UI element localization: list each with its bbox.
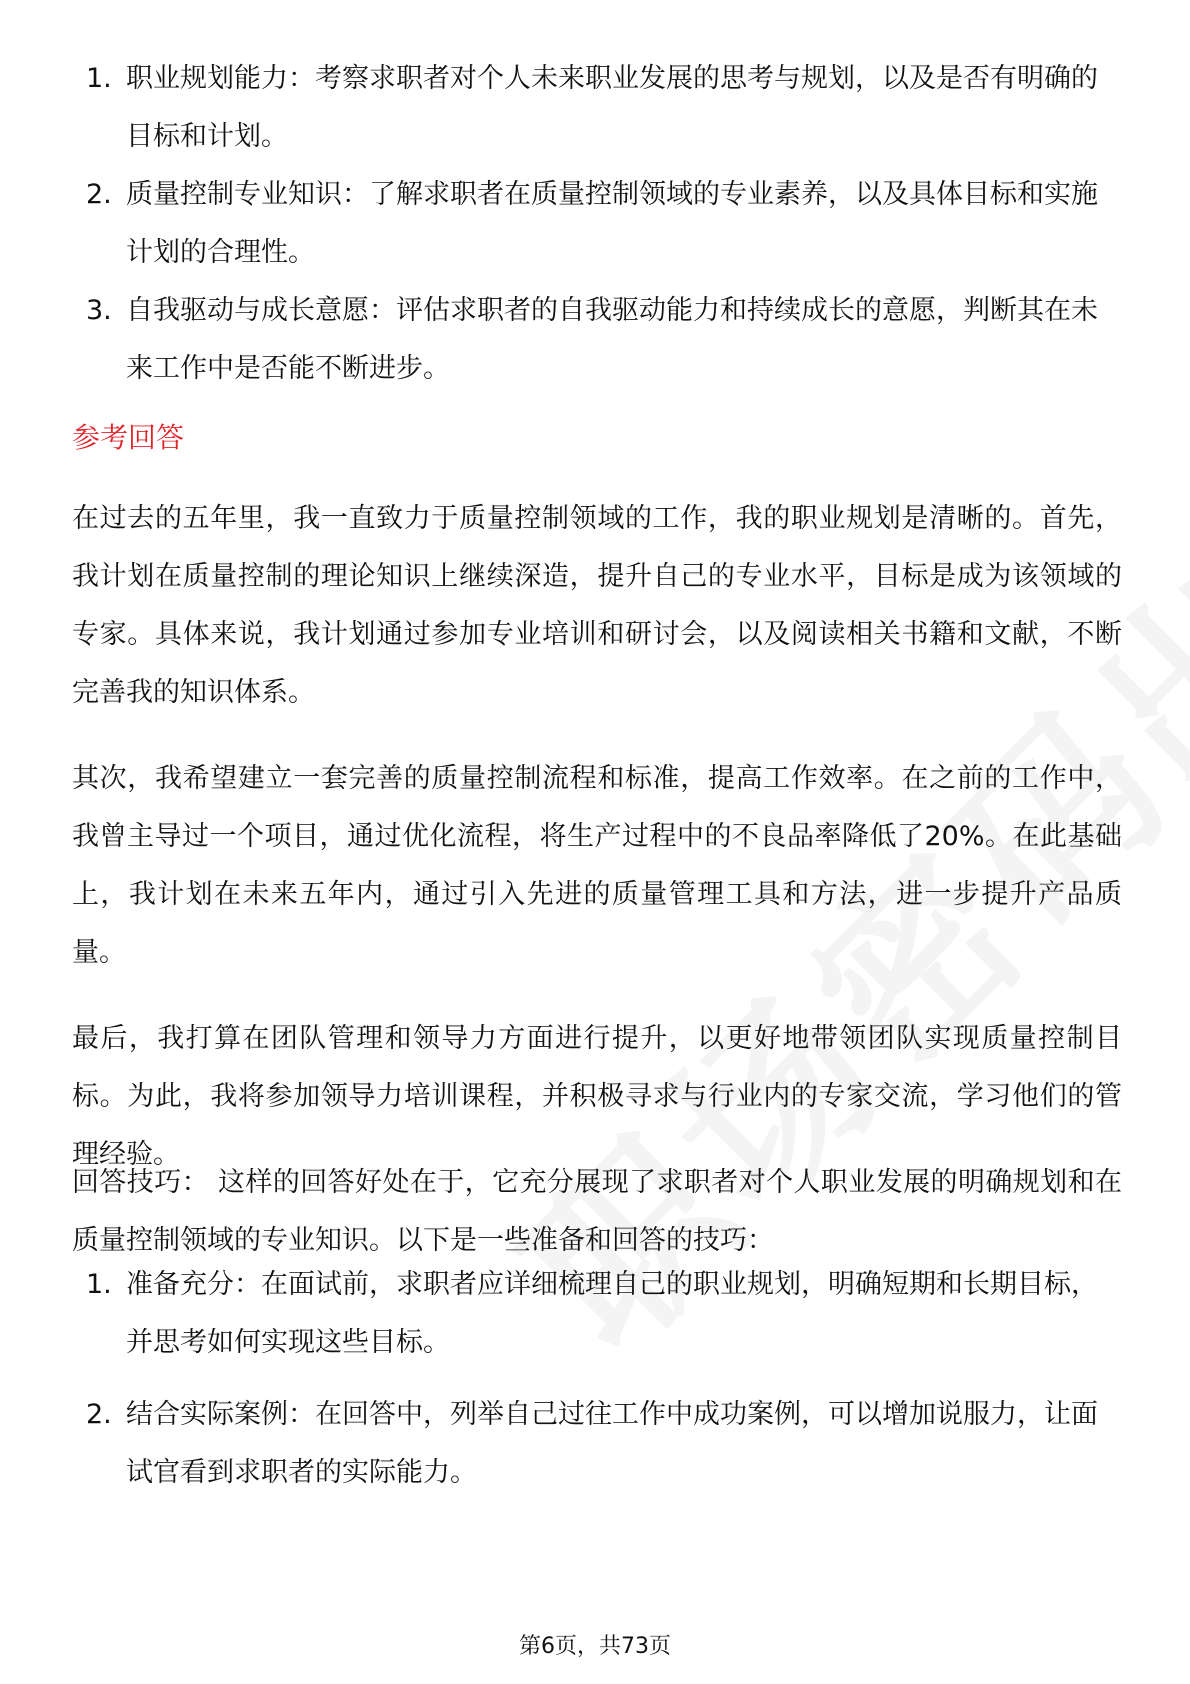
list-number: 2. [86, 1399, 112, 1430]
list-item [72, 1386, 1122, 1502]
answer-paragraph: 在过去的五年里，我一直致力于质量控制领域的工作，我的职业规划是清晰的。首先，我计划在质量控制的理论知识上继续深造，提升自己的专业水平，目标是成为该领域的专家。具体来说，我计划通过参加专业培训和研讨会，以及阅读相关书籍和文献，不断完善我的知识体系。 [72, 503, 1122, 708]
list-number: 3. [86, 295, 112, 326]
list-text: 职业规划能力：考察求职者对个人未来职业发展的思考与规划，以及是否有明确的目标和计划。 [126, 63, 1098, 152]
list-text: 自我驱动与成长意愿：评估求职者的自我驱动能力和持续成长的意愿，判断其在未来工作中是否能不断进步。 [126, 295, 1098, 384]
list-item [72, 50, 1122, 166]
list-number: 1. [86, 63, 112, 94]
list-item [72, 1256, 1122, 1372]
list-item [72, 282, 1122, 398]
list-text: 结合实际案例：在回答中，列举自己过往工作中成功案例，可以增加说服力，让面试官看到求职者的实际能力。 [126, 1399, 1098, 1488]
evaluation-points-list [72, 50, 1122, 398]
answer-paragraph: 最后，我打算在团队管理和领导力方面进行提升，以更好地带领团队实现质量控制目标。为此，我将参加领导力培训课程，并积极寻求与行业内的专家交流，学习他们的管理经验。 [72, 1023, 1122, 1170]
tips-list [72, 1256, 1122, 1516]
list-number: 2. [86, 179, 112, 210]
tips-intro-paragraph: 回答技巧： 这样的回答好处在于，它充分展现了求职者对个人职业发展的明确规划和在质量控制领域的专业知识。以下是一些准备和回答的技巧： [72, 1167, 1122, 1256]
list-item [72, 166, 1122, 282]
list-text: 准备充分：在面试前，求职者应详细梳理自己的职业规划，明确短期和长期目标，并思考如何实现这些目标。 [126, 1269, 1098, 1358]
page-number-footer: 第6页，共73页 [519, 1634, 671, 1659]
answer-paragraph: 其次，我希望建立一套完善的质量控制流程和标准，提高工作效率。在之前的工作中，我曾主导过一个项目，通过优化流程，将生产过程中的不良品率降低了20%。在此基础上，我计划在未来五年内，通过引入先进的质量管理工具和方法，进一步提升产品质量。 [72, 763, 1122, 968]
section-heading: 参考回答 [72, 421, 185, 454]
list-number: 1. [86, 1269, 112, 1300]
list-text: 质量控制专业知识：了解求职者在质量控制领域的专业素养，以及具体目标和实施计划的合理性。 [126, 179, 1098, 268]
